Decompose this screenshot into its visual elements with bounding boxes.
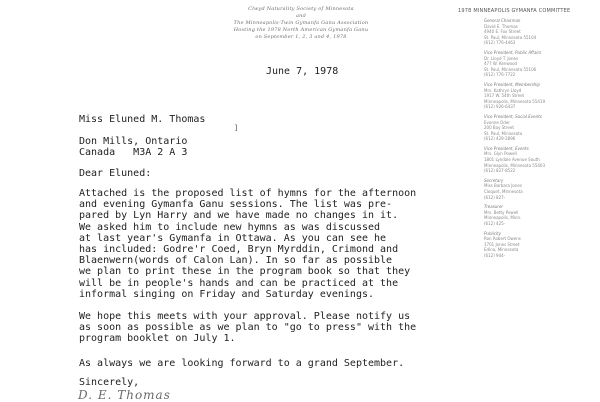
member-line: 1917 W. 54th Street xyxy=(484,93,525,99)
member-line: St. Paul, Minnesota 55104 xyxy=(484,34,537,40)
member-line: Ron Robert Owens xyxy=(484,236,521,242)
committee-member xyxy=(484,231,596,259)
recipient-country: Canada M3A 2 A 3 xyxy=(79,147,188,158)
committee-member xyxy=(484,50,596,78)
member-line: (612) 827- xyxy=(484,194,506,200)
body-paragraph-3: As always we are looking forward to a grand September. xyxy=(79,358,405,369)
member-line: (612) 944- xyxy=(484,252,506,258)
member-line: (612) 827-8522 xyxy=(484,168,516,174)
member-role: General Chairman xyxy=(484,18,521,23)
member-line: 1801 Lyndale Avenue South xyxy=(484,157,540,163)
signature: D. E. Thomas xyxy=(78,388,171,402)
body-line: We asked him to include new hymns as was discussed xyxy=(79,221,381,233)
member-line: Miss Barbara Jones xyxy=(484,183,522,189)
member-role: Vice President, Public Affairs xyxy=(484,49,542,55)
committee-member xyxy=(484,146,596,174)
member-role: Publicity xyxy=(484,230,501,236)
member-line: Minneapolis, Minnesota 55419 xyxy=(484,98,546,104)
body-line: and evening Gymanfa Ganu sessions. The list was pre- xyxy=(79,199,393,211)
member-line: Mrs. Kathryn Lloyd xyxy=(484,87,522,93)
committee-title: 1978 MINNEAPOLIS GYMANFA COMMITTEE xyxy=(458,8,571,14)
body-line: will be in people's hands and can be practiced at the xyxy=(79,277,399,289)
member-line: Evonne Oder xyxy=(484,119,510,125)
member-line: David E. Thomas xyxy=(484,23,518,29)
member-line: (612) 776-4463 xyxy=(484,40,516,46)
member-line: Mrs. Glyn Powell xyxy=(484,151,517,157)
member-line: St. Paul, Minnesota 55106 xyxy=(484,66,537,72)
member-role: Vice President, Events xyxy=(484,145,529,151)
member-line: 1701 Jones Street xyxy=(484,241,520,247)
body-line: program booklet on July 1. xyxy=(79,333,236,345)
committee-member xyxy=(484,114,596,142)
body-line: We hope this meets with your approval. Please notify us xyxy=(79,311,411,322)
letterhead-line: and xyxy=(295,13,306,19)
member-role: Vice President, Membership xyxy=(484,81,540,87)
body-line: pared by Lyn Harry and we have made no changes in it. xyxy=(79,210,399,222)
body-line: Attached is the proposed list of hymns for the afternoon xyxy=(79,188,417,199)
closing: Sincerely, xyxy=(79,377,140,388)
member-role: Secretary xyxy=(484,177,504,183)
letterhead-line: The Minneapolis-Twin Gymanfa Ganu Association xyxy=(233,20,369,26)
member-line: (612) 425- xyxy=(484,221,506,226)
member-line: St. Paul, Minnesota xyxy=(484,130,523,136)
salutation: Dear Eluned: xyxy=(79,168,152,179)
member-line: Minneapolis, Minnesota 55403 xyxy=(484,162,546,168)
committee-sidebar xyxy=(484,18,596,263)
body-line: Blaenwern(words of Calon Lan). In so far as possible xyxy=(79,255,393,267)
body-paragraph-2 xyxy=(79,311,416,345)
body-line: we plan to print these in the program book so that they xyxy=(79,266,411,278)
member-line: Cloquet, Minnesota xyxy=(484,189,523,195)
member-line: Mrs. Betty Powell xyxy=(484,209,519,215)
member-line: 477 W. Kenwood xyxy=(484,61,518,67)
member-role: Vice President, Social Events xyxy=(484,113,542,119)
letterhead xyxy=(206,6,396,41)
letterhead-line: Hosting the 1978 North American Gymanfa Ganu xyxy=(233,27,369,33)
member-line: (612) 776-7722 xyxy=(484,72,516,78)
member-role: Treasurer xyxy=(484,204,504,210)
member-line: (612) 926-6437 xyxy=(484,104,516,110)
member-line: (612) 429-2896 xyxy=(484,136,516,142)
committee-member xyxy=(484,178,596,200)
body-line: has included: Godre'r Coed, Bryn Myrddin, Crimond and xyxy=(79,244,399,256)
recipient-name: Miss Eluned M. Thomas xyxy=(79,114,206,125)
letterhead-line: on September 1, 2, 3 and 4, 1978 xyxy=(255,34,347,40)
member-line: 4940 E. Fox Street xyxy=(484,29,521,35)
member-line: Edina, Minnesota xyxy=(484,247,519,253)
letterhead-line: Clwyd Naturality Society of Minnesota xyxy=(248,6,354,12)
member-line: 200 Bay Street xyxy=(484,125,514,131)
body-line: informal singing on Friday and Saturday evenings. xyxy=(79,288,375,300)
letter-date: June 7, 1978 xyxy=(266,66,339,77)
recipient-city: Don Mills, Ontario xyxy=(79,136,188,147)
committee-member xyxy=(484,82,596,110)
committee-member xyxy=(484,18,596,46)
member-line: Dr. Lloyd T. Jones xyxy=(484,55,519,61)
member-line: Minneapolis, Minn. xyxy=(484,215,522,221)
body-paragraph-1 xyxy=(79,188,416,300)
body-line: as soon as possible as we plan to "go to press" with the xyxy=(79,322,417,334)
address-mark: ] xyxy=(234,124,239,132)
body-line: at last year's Gymanfa in Ottawa. As you can see he xyxy=(79,232,387,244)
committee-member xyxy=(484,204,596,226)
